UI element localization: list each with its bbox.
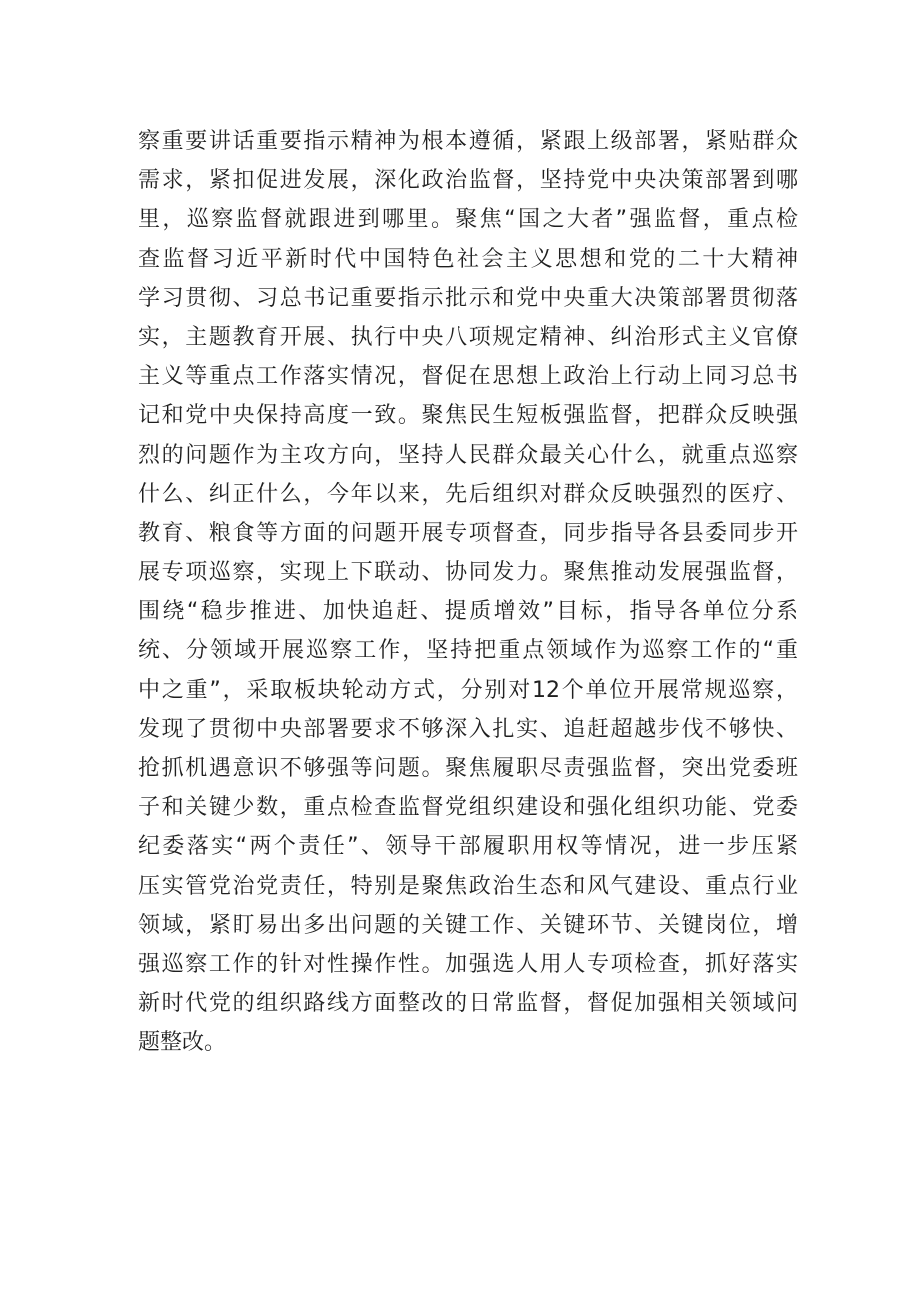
text-line: 纪委落实“两个责任”、领导干部履职用权等情况，进一步压紧 bbox=[138, 834, 798, 860]
text-line: 实，主题教育开展、执行中央八项规定精神、纠治形式主义官僚 bbox=[138, 324, 798, 350]
text-line: 领域，紧盯易出多出问题的关键工作、关键环节、关键岗位，增 bbox=[138, 912, 798, 938]
text-line: 强巡察工作的针对性操作性。加强选人用人专项检查，抓好落实 bbox=[138, 951, 798, 977]
text-line: 教育、粮食等方面的问题开展专项督查，同步指导各县委同步开 bbox=[138, 520, 798, 546]
text-line-last: 题整改。 bbox=[138, 1030, 227, 1056]
text-line: 中之重”，采取板块轮动方式，分别对12个单位开展常规巡察， bbox=[138, 677, 798, 703]
text-line: 什么、纠正什么，今年以来，先后组织对群众反映强烈的医疗、 bbox=[138, 481, 798, 507]
text-line: 围绕“稳步推进、加快追赶、提质增效”目标，指导各单位分系 bbox=[138, 599, 798, 625]
text-line: 展专项巡察，实现上下联动、协同发力。聚焦推动发展强监督， bbox=[138, 560, 798, 586]
text-line: 需求，紧扣促进发展，深化政治监督，坚持党中央决策部署到哪 bbox=[138, 168, 798, 194]
text-line: 统、分领域开展巡察工作，坚持把重点领域作为巡察工作的“重 bbox=[138, 638, 798, 664]
text-line: 抢抓机遇意识不够强等问题。聚焦履职尽责强监督，突出党委班 bbox=[138, 756, 798, 781]
text-line: 发现了贯彻中央部署要求不够深入扎实、追赶超越步伐不够快、 bbox=[138, 716, 798, 742]
text-line: 查监督习近平新时代中国特色社会主义思想和党的二十大精神 bbox=[138, 246, 798, 272]
text-line: 学习贯彻、习总书记重要指示批示和党中央重大决策部署贯彻落 bbox=[138, 285, 798, 311]
text-line: 烈的问题作为主攻方向，坚持人民群众最关心什么，就重点巡察 bbox=[138, 442, 798, 468]
text-line: 里，巡察监督就跟进到哪里。聚焦“国之大者”强监督，重点检 bbox=[138, 207, 798, 233]
text-line: 压实管党治党责任，特别是聚焦政治生态和风气建设、重点行业 bbox=[138, 873, 798, 899]
text-line: 察重要讲话重要指示精神为根本遵循，紧跟上级部署，紧贴群众 bbox=[138, 129, 798, 154]
text-line: 子和关键少数，重点检查监督党组织建设和强化组织功能、党委 bbox=[138, 795, 798, 821]
body-paragraph bbox=[138, 122, 798, 1063]
text-line: 新时代党的组织路线方面整改的日常监督，督促加强相关领域问 bbox=[138, 991, 798, 1017]
text-line: 主义等重点工作落实情况，督促在思想上政治上行动上同习总书 bbox=[138, 364, 798, 390]
text-line: 记和党中央保持高度一致。聚焦民生短板强监督，把群众反映强 bbox=[138, 403, 798, 429]
